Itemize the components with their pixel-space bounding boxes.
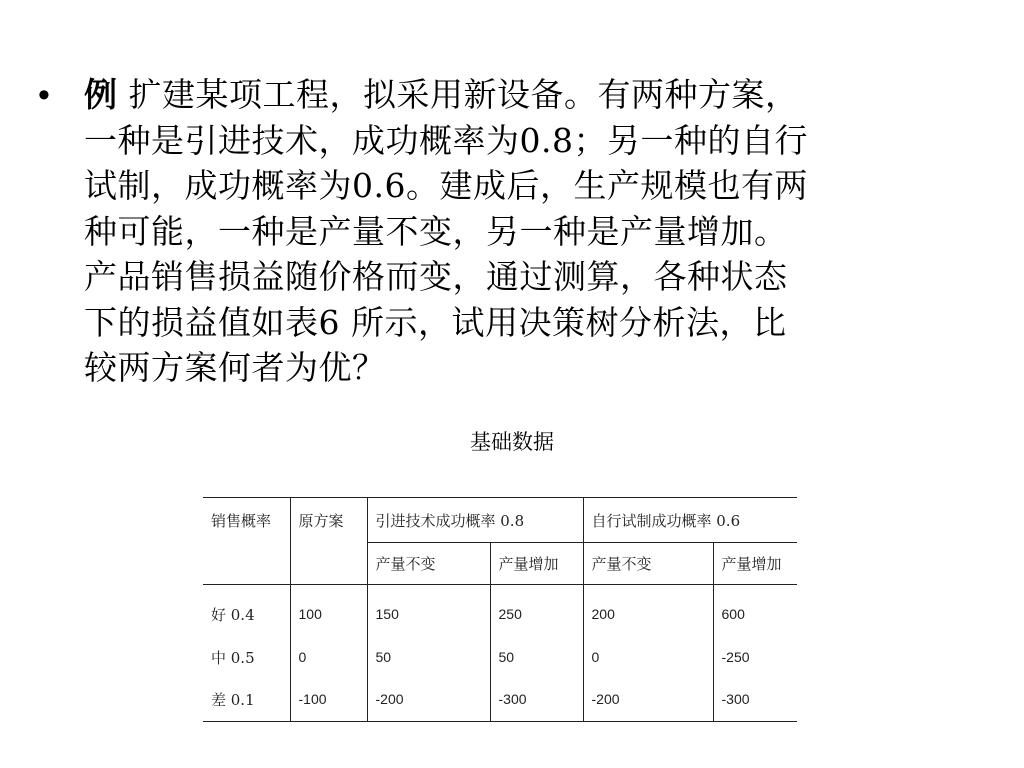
row-state: 好 0.4 [211, 605, 255, 624]
table-header-row [203, 498, 797, 543]
example-text [84, 72, 938, 391]
example-bullet [38, 72, 938, 391]
text-line-6: 下的损益值如表6 所示，试用决策树分析法，比 [84, 302, 787, 342]
text-line-1-body: 扩建某项工程，拟采用新设备。有两种方案， [117, 75, 799, 114]
subheader-b-same: 产量不变 [583, 543, 713, 585]
cell-b-same: 200 [583, 585, 713, 638]
cell-a-same: 150 [367, 585, 490, 638]
cell-a-inc: 50 [490, 637, 583, 677]
text-line-1 [84, 72, 938, 118]
bullet-dot-icon: • [38, 76, 50, 114]
text-line-3: 试制，成功概率为0.6。建成后，生产规模也有两 [84, 166, 808, 205]
payoff-table [203, 497, 797, 722]
cell-b-inc: -300 [713, 677, 797, 722]
cell-original: -100 [290, 677, 367, 722]
cell-a-inc: 250 [490, 585, 583, 638]
table-caption: 基础数据 [470, 430, 554, 454]
example-label: 例 [84, 75, 118, 114]
cell-b-inc: -250 [713, 637, 797, 677]
subheader-a-inc: 产量增加 [490, 543, 583, 585]
cell-original: 100 [290, 585, 367, 638]
row-state: 中 0.5 [211, 648, 255, 667]
header-original: 原方案 [290, 498, 367, 585]
row-state: 差 0.1 [203, 677, 290, 722]
table-row [203, 677, 797, 722]
header-plan-b: 自行试制成功概率 0.6 [583, 498, 797, 543]
table-row [203, 637, 797, 677]
cell-original: 0 [290, 637, 367, 677]
header-prob: 销售概率 [203, 498, 290, 585]
cell-b-inc: 600 [713, 585, 797, 638]
subheader-a-same: 产量不变 [367, 543, 490, 585]
text-line-2: 一种是引进技术，成功概率为0.8；另一种的自行 [84, 120, 808, 160]
cell-a-same: -200 [367, 677, 490, 722]
table-row [203, 585, 797, 638]
subheader-b-inc: 产量增加 [713, 543, 797, 585]
cell-a-same: 50 [367, 637, 490, 677]
cell-a-inc: -300 [490, 677, 583, 722]
text-line-5: 产品销售损益随价格而变，通过测算，各种状态 [84, 257, 788, 296]
text-line-7: 较两方案何者为优？ [84, 348, 386, 387]
cell-b-same: 0 [583, 637, 713, 677]
header-plan-a: 引进技术成功概率 0.8 [367, 498, 583, 543]
cell-b-same: -200 [583, 677, 713, 722]
text-line-4: 种可能，一种是产量不变，另一种是产量增加。 [84, 211, 788, 251]
